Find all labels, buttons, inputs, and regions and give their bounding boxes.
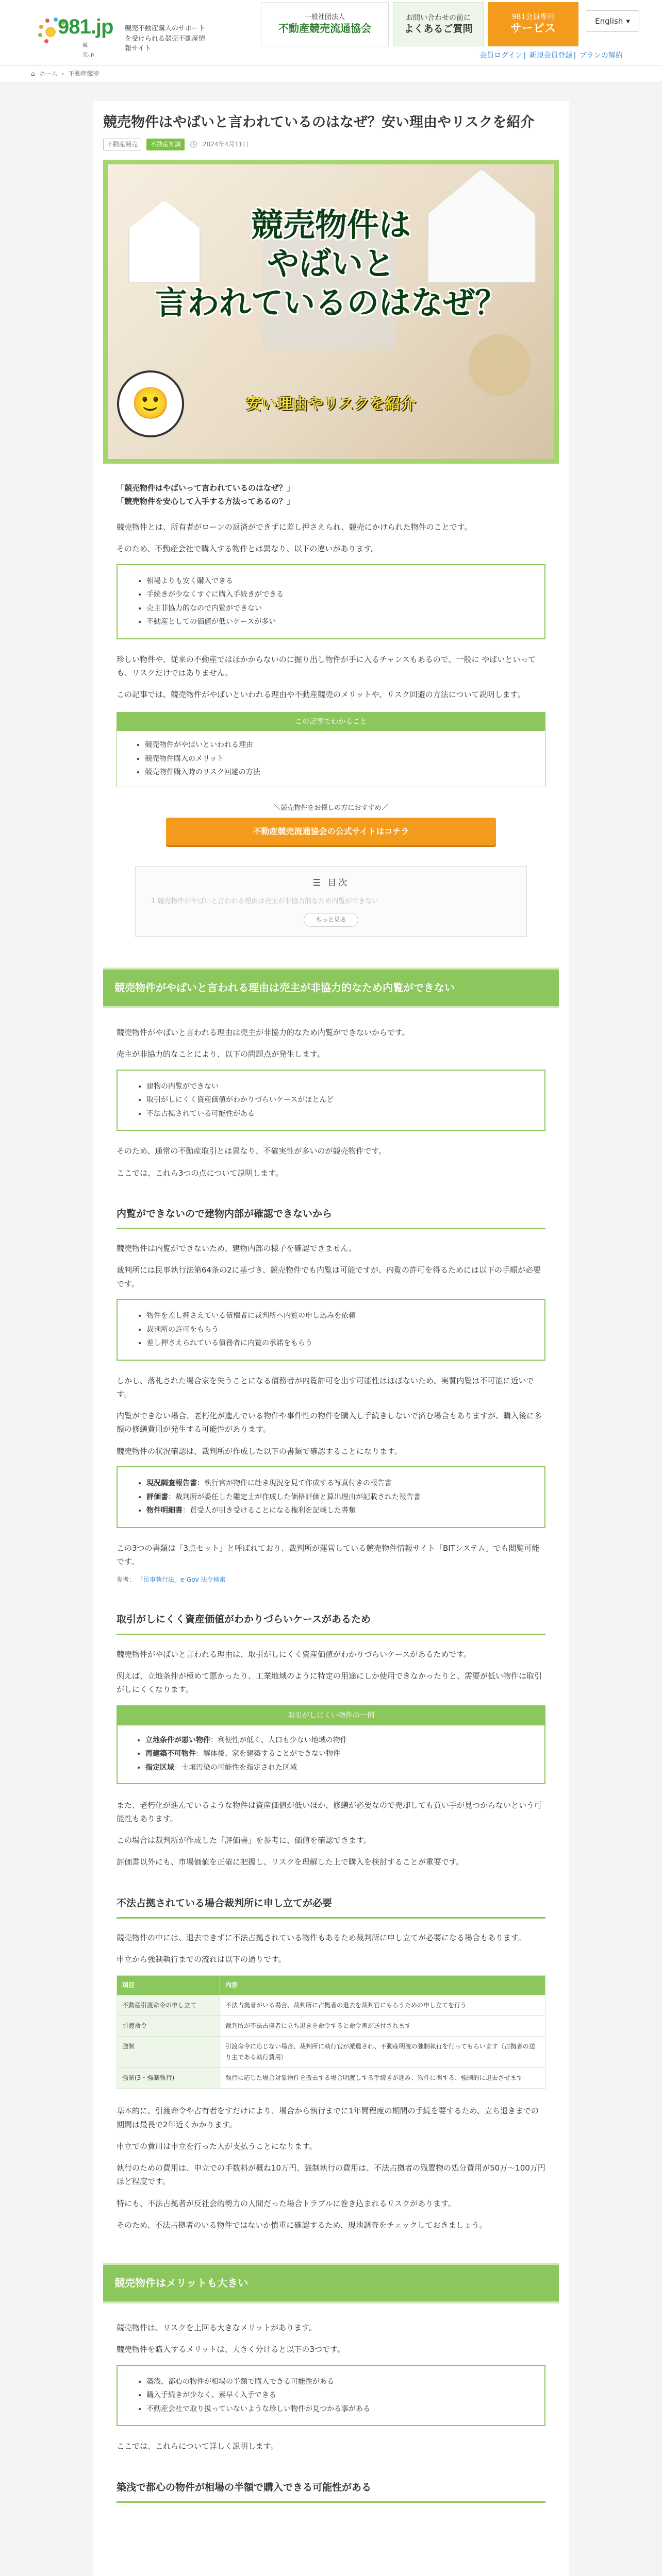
language-label: English: [595, 16, 623, 26]
reference-link[interactable]: 「民事執行法」e-Gov 法令検索: [137, 1576, 226, 1584]
table-cell: 不動産引渡命令の申し立て: [117, 1995, 220, 2016]
paragraph: ここでは、これらについて詳しく説明します。: [117, 2442, 278, 2451]
show-more-button[interactable]: もっと見る: [304, 913, 358, 927]
faq-small: お問い合わせの前に: [405, 13, 471, 22]
paragraph: この記事では、競売物件がやばいといわれる理由や不動産競売のメリットや、リスク回避の方法について説明します。: [117, 690, 525, 700]
header-links: 会員ログイン | 新規会員登録 | プランの解約: [479, 52, 623, 60]
paragraph: 評価書以外にも、市場価値を正確に把握し、リスクを理解した上で購入を検討することが重要です。: [117, 1857, 464, 1867]
table-cell: 引渡命令: [117, 2016, 220, 2037]
doc-desc: 買受人が引き受けることになる権利を記載した書類: [190, 1506, 356, 1515]
toc-item[interactable]: 1 競売物件がやばいと言われる理由は売主が非協力的なため内覧ができない: [151, 897, 379, 906]
paragraph: ここでは、これら3つの点について説明します。: [117, 1168, 284, 1178]
article-meta: [103, 139, 559, 150]
site-tagline: 競売不動産購入のサポートを受けられる競売不動産情報サイト: [125, 25, 206, 53]
paragraph: 内覧ができない場合、老朽化が進んでいる物件や事件性の物件を購入し手続きしないで済む場合もありますが、購入後に多額の修繕費用が発生する可能性があります。: [117, 1411, 542, 1434]
list-item: • 手続きが少なくすぐに購入手続きができる: [146, 588, 525, 602]
bullet-box: [117, 1466, 545, 1528]
table-row: [117, 2016, 545, 2037]
subsection-heading: 内覧ができないので建物内部が確認できないから: [117, 1206, 545, 1229]
paragraph: 基本的に、引渡命令や占有者をすだけにより、場合から執行までに1年間程度の期間の手続を要するため、立ち退きまでの期間は最長で2年近くかかります。: [117, 2106, 539, 2129]
list-item: • 競売物件購入時のリスク回避の方法: [145, 766, 525, 779]
point-desc: 利便性が低く、人口も少ない地域の物件: [218, 1736, 347, 1744]
list-icon: ☰: [312, 877, 328, 888]
reference: [117, 1574, 545, 1585]
faq-link[interactable]: [393, 2, 484, 46]
association-big: 不動産競売流通協会: [278, 22, 371, 35]
list-item: • 再建築不可物件：解体後、家を建築することができない物件: [145, 1747, 525, 1761]
member-service-small: 981会員専用: [511, 12, 555, 21]
doc-name: 物件明細書: [146, 1506, 183, 1515]
paragraph: 競売物件は、リスクを上回る大きなメリットがあります。: [117, 2323, 317, 2333]
table-cell: 強制(3・強制執行): [117, 2068, 220, 2089]
table-cell: 強制: [117, 2037, 220, 2068]
association-small: 一般社団法人: [304, 13, 345, 21]
summary-box: [117, 712, 545, 787]
hero-title: 競売物件は やばいと 言われているのはなぜ？: [155, 206, 507, 321]
breadcrumb: [0, 66, 662, 82]
site-header: [0, 0, 662, 66]
list-item: • 不動産会社で取り扱っていないような珍しい物件が見つかる事がある: [146, 2402, 525, 2416]
subsection-heading: 取引がしにくく資産価値がわかりづらいケースがあるため: [117, 1611, 545, 1635]
paragraph: 申立での費用は申立を行った人が支払うことになります。: [117, 2141, 317, 2151]
page-title: 競売物件はやばいと言われているのはなぜ？安い理由やリスクを紹介: [103, 114, 535, 130]
list-item: • 売主非協力的なので内覧ができない: [146, 602, 525, 616]
table-cell: 執行に応じた場合対象物件を撤去する場合明渡しする手続きが進み、物件に関する、強制的に退去させます: [220, 2068, 545, 2089]
list-item: • 評価書：裁判所が委任した鑑定士が作成した価格評価と算出理由が記載された報告書: [146, 1490, 525, 1504]
list-item: • 不動産としての価値が低いケースが多い: [146, 615, 525, 629]
logo-sub: 競売.jp: [82, 43, 94, 58]
cta-block: [117, 803, 545, 845]
list-item: • 差し押さえられている債務者に内覧の承諾をもらう: [146, 1336, 525, 1350]
list-item: • 指定区域：土壌汚染の可能性を指定された区域: [145, 1761, 525, 1775]
cancel-plan-link[interactable]: プランの解約: [579, 52, 623, 60]
paragraph: そのため、通常の不動産取引とは異なり、不確実性が多いのが競売物件です。: [117, 1146, 387, 1156]
bullet-box: [117, 1070, 545, 1131]
breadcrumb-home[interactable]: ホーム: [39, 70, 58, 77]
publish-date: 2024年4月11日: [202, 140, 249, 148]
language-selector[interactable]: [586, 10, 639, 32]
paragraph: 珍しい物件や、従来の不動産ではほかからないのに掘り出し物件が手に入るチャンスもあるので、一般に やばいといっても、リスクだけではありません。: [117, 654, 536, 678]
doc-desc: 裁判所が委任した鑑定士が作成した価格評価と算出理由が記載された報告書: [175, 1493, 421, 1501]
paragraph: 執行のための費用は、申立での手数料が概ね10万円、強制執行の費用は、不法占拠者の残置物の処分費用が50万〜100万円ほど程度です。: [117, 2163, 545, 2187]
table-cell: 不法占拠者がいる場合、裁判所に占拠者の退去を裁判官にもらうための申し立てを行う: [220, 1995, 545, 2016]
list-item: • 物件明細書：買受人が引き受けることになる権利を記載した書類: [146, 1504, 525, 1518]
intro-question-2: 「競売物件を安心して入手する方法ってあるの？」: [117, 496, 295, 506]
paragraph: 競売物件の状況確認は、裁判所が作成した以下の書類で確認することになります。: [117, 1446, 402, 1456]
hero-subtitle: 安い理由やリスクを紹介: [246, 395, 416, 413]
subsection-heading: 不法占拠されている場合裁判所に申し立てが必要: [117, 1895, 545, 1919]
subsection-heading: 築浅で都心の物件が相場の半額で購入できる可能性がある: [117, 2479, 545, 2503]
toc-heading: 目次: [327, 877, 350, 888]
paragraph: 売主が非協力的なことにより、以下の問題点が発生します。: [117, 1049, 325, 1059]
list-item: • 取引がしにくく資産価値がわかりづらいケースがほとんど: [146, 1093, 525, 1107]
paragraph: 競売物件の中には、退去できずに不法占拠されている物件もあるため裁判所に申し立てが必要になる場合もあります。: [117, 1933, 526, 1942]
table-cell: 裁判所が不法占拠者に立ち退きを命令すると命令書が送付されます: [220, 2016, 545, 2037]
paragraph: 競売物件がやばいと言われる理由は売主が非協力的なため内覧ができないからです。: [117, 1028, 410, 1038]
association-link[interactable]: [261, 2, 389, 46]
point-name: 再建築不可物件: [145, 1750, 196, 1758]
procedure-table: [117, 1975, 545, 2089]
paragraph: この場合は裁判所が作成した「評価書」を参考に、価値を確認できます。: [117, 1836, 371, 1845]
paragraph: 競売物件を購入するメリットは、大きく分けると以下の3つです。: [117, 2345, 345, 2354]
cta-lead: ＼競売物件をお探しの方におすすめ／: [274, 804, 388, 812]
point-name: 指定区域: [145, 1763, 174, 1772]
chevron-right-icon: ›: [61, 70, 64, 77]
paragraph: また、老朽化が進んでいるような物件は資産価値が低いほか、修繕が必要なので売却しても買い手が見つからないという可能性もあります。: [117, 1800, 542, 1823]
paragraph: この3つの書類は「3点セット」と呼ばれており、裁判所が運営している競売物件情報サイト「BITシステム」でも閲覧可能です。: [117, 1543, 540, 1566]
home-icon: ⌂: [31, 70, 35, 77]
faq-big: よくあるご質問: [404, 23, 473, 35]
table-row: [117, 1995, 545, 2016]
point-name: 立地条件が悪い物件: [145, 1736, 210, 1744]
point-desc: 解体後、家を建築することができない物件: [203, 1750, 340, 1758]
paragraph: そのため、不動産会社で購入する物件とは異なり、以下の違いがあります。: [117, 544, 379, 554]
register-link[interactable]: 新規会員登録: [529, 52, 573, 60]
member-service-big: サービス: [510, 22, 556, 35]
paragraph: しかし、落札された場合家を失うことになる債務者が内覧許可を出す可能性はほぼないため、実質内覧は不可能に近いです。: [117, 1376, 534, 1399]
article-body: [103, 464, 559, 2503]
section-heading: 競売物件がやばいと言われる理由は売主が非協力的なため内覧ができない: [103, 968, 559, 1008]
logo-text: 981.jp: [58, 15, 113, 38]
clock-icon: 🕒: [190, 140, 197, 148]
site-logo[interactable]: [36, 11, 113, 58]
table-of-contents: [135, 866, 527, 937]
chevron-down-icon: ▾: [626, 16, 630, 26]
paragraph: 特にも、不法占拠者が反社会的勢力の人間だった場合トラブルに巻き込まれるリスクがあります。: [117, 2198, 456, 2208]
table-header: 内容: [220, 1976, 545, 1995]
point-desc: 土壌汚染の可能性を指定された区域: [181, 1763, 297, 1772]
member-service-link[interactable]: [488, 2, 578, 46]
list-item: • 裁判所の許可をもらう: [146, 1323, 525, 1337]
paragraph: 裁判所には民事執行法第64条の2に基づき、競売物件でも内覧は可能ですが、内覧の許可を得るためには以下の手順が必要です。: [117, 1265, 541, 1289]
breadcrumb-category[interactable]: 不動産競売: [68, 70, 100, 77]
doc-name: 評価書: [146, 1493, 168, 1501]
paragraph: 競売物件がやばいと言われる理由は、取引がしにくく資産価値がわかりづらいケースがあるためです。: [117, 1649, 472, 1659]
category-tag[interactable]: 不動産競売: [103, 139, 141, 150]
list-item: • 不法占拠されている可能性がある: [146, 1107, 525, 1121]
official-site-button[interactable]: 不動産競売流通協会の公式サイトはコチラ: [166, 818, 496, 845]
list-item: • 立地条件が悪い物件：利便性が低く、人口も少ない地域の物件: [145, 1734, 525, 1748]
doc-desc: 執行官が物件に赴き現況を見て作成する写真付きの報告書: [204, 1479, 392, 1487]
paragraph: 競売物件は内覧ができないため、建物内部の様子を確認できません。: [117, 1244, 357, 1253]
list-item: • 相場よりも安く購入できる: [146, 574, 525, 588]
table-header: 項目: [117, 1976, 220, 1995]
list-item: • 競売物件購入のメリット: [145, 752, 525, 766]
avatar: 🙂: [117, 370, 184, 437]
bullet-box: [117, 2365, 545, 2427]
paragraph: そのため、不法占拠者のいる物件ではないか慎重に確認するため、現地調査をチェックしておきましょう。: [117, 2220, 487, 2230]
point-box: [117, 1705, 545, 1784]
section-heading: 競売物件はメリットも大きい: [103, 2263, 559, 2303]
coins-illustration: [469, 334, 531, 396]
list-item: • 現況調査報告書：執行官が物件に赴き現況を見て作成する写真付きの報告書: [146, 1477, 525, 1490]
paragraph: 競売物件とは、所有者がローンの返済ができずに差し押さえられ、競売にかけられた物件のことです。: [117, 522, 472, 532]
login-link[interactable]: 会員ログイン: [479, 52, 523, 60]
hero-image: [103, 160, 559, 464]
list-item: • 築浅、都心の物件が相場の半額で購入できる可能性がある: [146, 2375, 525, 2389]
intro-question-1: 「競売物件はやばいって言われているのはなぜ？」: [117, 483, 295, 493]
list-item: • 競売物件がやばいといわれる理由: [145, 738, 525, 752]
bullet-box: [117, 564, 545, 639]
article: [93, 101, 569, 2576]
paragraph: 申立から強制執行までの流れは以下の通りです。: [117, 1955, 286, 1964]
table-cell: 引渡命令に応じない場合、裁判所に執行官が派遣され、不動産明渡の強制執行を行ってもらいます（占拠者の送り主である執行費用）: [220, 2037, 545, 2068]
list-item: • 建物の内覧ができない: [146, 1080, 525, 1094]
doc-name: 現況調査報告書: [146, 1479, 197, 1487]
table-row: [117, 2037, 545, 2068]
category-tag-green[interactable]: 不動産知識: [146, 139, 185, 150]
reference-label: 参考：: [117, 1576, 136, 1584]
point-box-heading: 取引がしにくい物件の一例: [118, 1706, 544, 1725]
bullet-box: [117, 1299, 545, 1361]
paragraph: 例えば、立地条件が極めて悪かったり、工業地域のように特定の用途にしか使用できなかったりと、需要が低い物件は取引がしにくくなります。: [117, 1671, 542, 1694]
summary-heading: この記事でわかること: [117, 713, 545, 732]
list-item: • 購入手続きが少なく、素早く入手できる: [146, 2388, 525, 2402]
list-item: • 物件を差し押さえている債権者に裁判所へ内覧の申し込みを依頼: [146, 1309, 525, 1323]
table-row: [117, 2068, 545, 2089]
